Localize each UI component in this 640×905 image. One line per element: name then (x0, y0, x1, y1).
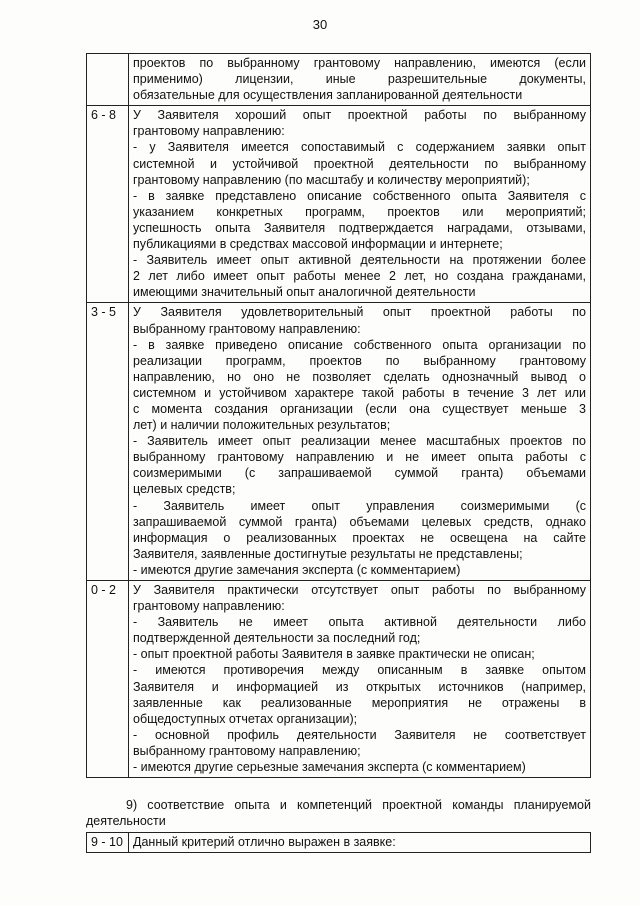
description-line: выбранному грантовому направлению: (133, 321, 361, 336)
table-row (87, 833, 591, 853)
description-line: указанием конкретных программ, проектов или мероприятий; (133, 204, 586, 219)
description-line: общедоступных отчетах организации); (133, 711, 358, 726)
description-line: У Заявителя хороший опыт проектной работы по выбранному (133, 108, 586, 123)
description-line: У Заявителя практически отсутствует опыт работы по выбранному (133, 583, 586, 597)
description-line: грантовому направлению: (133, 124, 285, 139)
description-line: направлению, но оно не позволяет сделать однозначный вывод о (133, 369, 586, 384)
description-line: - имеются другие серьезные замечания эксперта (с комментарием) (133, 760, 526, 775)
description-line: соизмеримыми (с запрашиваемой суммой гранта) объемами (133, 466, 586, 481)
criterion-heading-line-2: деятельности (86, 814, 166, 828)
description-line: системной и устойчивой проектной деятельности по выбранному (133, 156, 586, 171)
description-line: целевых средств; (133, 482, 236, 497)
description-line: выбранному грантовому направлению; (133, 743, 361, 758)
table-row (87, 54, 591, 106)
description-line: с момента создания организации (если она существует меньше 3 (133, 401, 586, 416)
description-cell (129, 581, 591, 778)
description-line: подтвержденной деятельности за последний год; (133, 631, 421, 646)
description-line: проектов по выбранному грантовому направлению, имеются (если (133, 56, 586, 70)
description-line: - Заявитель имеет опыт активной деятельности на протяжении более (133, 253, 586, 268)
table-row (87, 303, 591, 581)
description-line: Заявителя и информацией из открытых источников (например, (133, 679, 586, 694)
description-line: информация о реализованных проектах не освещена на сайте (133, 530, 586, 545)
description-line: заявленные как реализованные мероприятия не отражены в (133, 695, 586, 710)
description-line: - Заявитель не имеет опыта активной деятельности либо (133, 615, 586, 630)
description-line: публикациями в средствах массовой информации и интернете; (133, 237, 503, 252)
description-line: - в заявке представлено описание собственного опыта Заявителя с (133, 188, 586, 203)
description-line: - имеются другие замечания эксперта (с комментарием) (133, 562, 461, 577)
description-line: У Заявителя удовлетворительный опыт проектной работы по (133, 305, 586, 320)
description-line: - Заявитель имеет опыт управления соизмеримыми (с (133, 498, 586, 513)
score-cell: 3 - 5 (87, 303, 129, 581)
description-line: - основной профиль деятельности Заявителя не соответствует (133, 727, 586, 742)
table-row (87, 581, 591, 778)
score-cell: 6 - 8 (87, 106, 129, 303)
description-line: выбранному грантовому направлению и не имеет опыта работы с (133, 450, 586, 465)
description-line: грантовому направлению (по масштабу и количеству мероприятий); (133, 172, 530, 187)
description-line: реализации программ, проектов по выбранному грантовому (133, 353, 586, 368)
description-line: - имеются противоречия между описанным в заявке опытом (133, 663, 586, 678)
criteria-table-2 (86, 832, 591, 853)
description-line: успешность опыта Заявителя подтверждается наградами, отзывами, (133, 220, 586, 235)
description-line: Заявителя, заявленные достигнутые результаты не представлены; (133, 546, 523, 561)
description-cell: Данный критерий отлично выражен в заявке: (129, 833, 591, 853)
score-cell: 9 - 10 (87, 833, 129, 853)
description-line: грантовому направлению: (133, 599, 285, 614)
description-line: системном и устойчивом характере такой работы в течение 3 лет или (133, 385, 586, 400)
description-line: - Заявитель имеет опыт реализации менее масштабных проектов по (133, 434, 586, 449)
description-cell (129, 303, 591, 581)
description-cell (129, 54, 591, 106)
description-line: 2 лет либо имеет опыт работы менее 2 лет, но создана гражданами, (133, 269, 586, 284)
description-line: - опыт проектной работы Заявителя в заявке практически не описан; (133, 647, 535, 662)
description-line: обязательные для осуществления запланированной деятельности (133, 88, 523, 103)
score-cell (87, 54, 129, 106)
description-line: запрашиваемой суммой гранта) объемами целевых средств, однако (133, 514, 586, 529)
criterion-heading (86, 797, 591, 829)
description-line: лет) и наличии положительных результатов; (133, 418, 391, 433)
table-row (87, 106, 591, 303)
description-line: имеющими значительный опыт аналогичной деятельности (133, 285, 476, 300)
description-line: - в заявке приведено описание собственного опыта организации по (133, 337, 586, 352)
page-number: 30 (312, 17, 328, 32)
description-cell (129, 106, 591, 303)
description-line: - у Заявителя имеется сопоставимый с содержанием заявки опыт (133, 140, 586, 155)
criterion-heading-line-1: 9) соответствие опыта и компетенций проектной команды планируемой (126, 798, 591, 812)
criteria-table (86, 53, 591, 778)
score-cell: 0 - 2 (87, 581, 129, 778)
description-line: применимо) лицензии, иные разрешительные документы, (133, 72, 586, 87)
